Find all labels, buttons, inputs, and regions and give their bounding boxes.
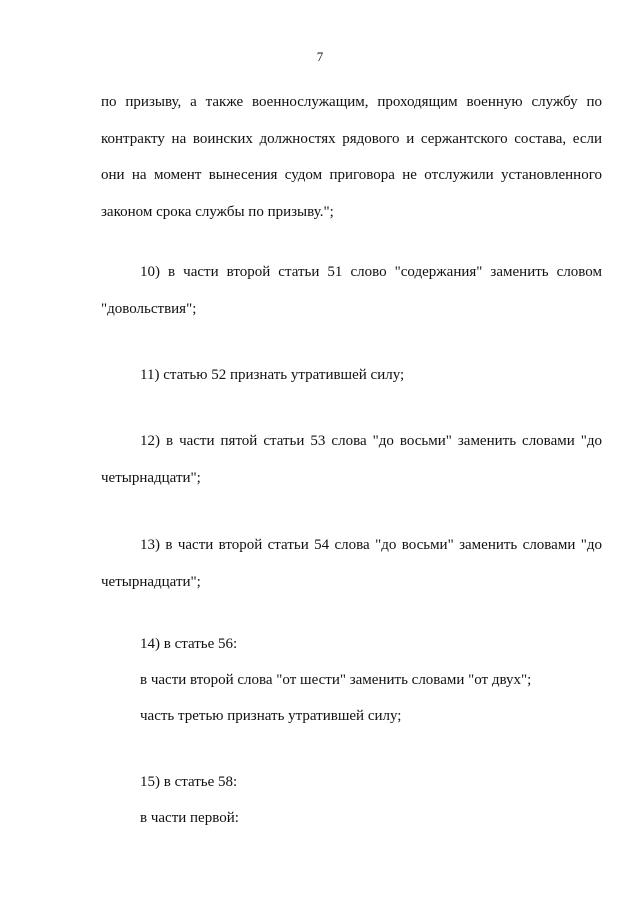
text-line: законом срока службы по призыву."; [101,204,334,221]
text-line: четырнадцати"; [101,573,201,590]
list-item-14-sub-2: часть третью признать утратившей силу; [140,708,402,724]
text-line: четырнадцати"; [101,469,201,486]
list-item-12 [101,423,602,496]
text-line: по призыву, а также военнослужащим, проходящим военную службу по [101,94,602,110]
list-item-10 [101,254,602,327]
page-number: 7 [316,49,324,64]
text-line: они на момент вынесения судом приговора не отслужили установленного [101,167,602,184]
text-line: 13) в части второй статьи 54 слова "до восьми" заменить словами "до [140,537,602,553]
paragraph-continuation [101,84,602,231]
list-item-15-heading: 15) в статье 58: [140,774,238,790]
list-item-14-heading: 14) в статье 56: [140,636,238,652]
text-line: контракту на воинских должностях рядового и сержантского состава, если [101,130,602,147]
list-item-11: 11) статью 52 признать утратившей силу; [140,367,405,383]
list-item-14-sub-1: в части второй слова "от шести" заменить словами "от двух"; [140,672,532,688]
text-line: 12) в части пятой статьи 53 слова "до восьми" заменить словами "до [140,433,602,449]
list-item-13 [101,527,602,600]
list-item-15-sub-1: в части первой: [140,810,239,826]
text-line: "довольствия"; [101,300,197,317]
text-line: 10) в части второй статьи 51 слово "содержания" заменить словом [140,264,602,280]
